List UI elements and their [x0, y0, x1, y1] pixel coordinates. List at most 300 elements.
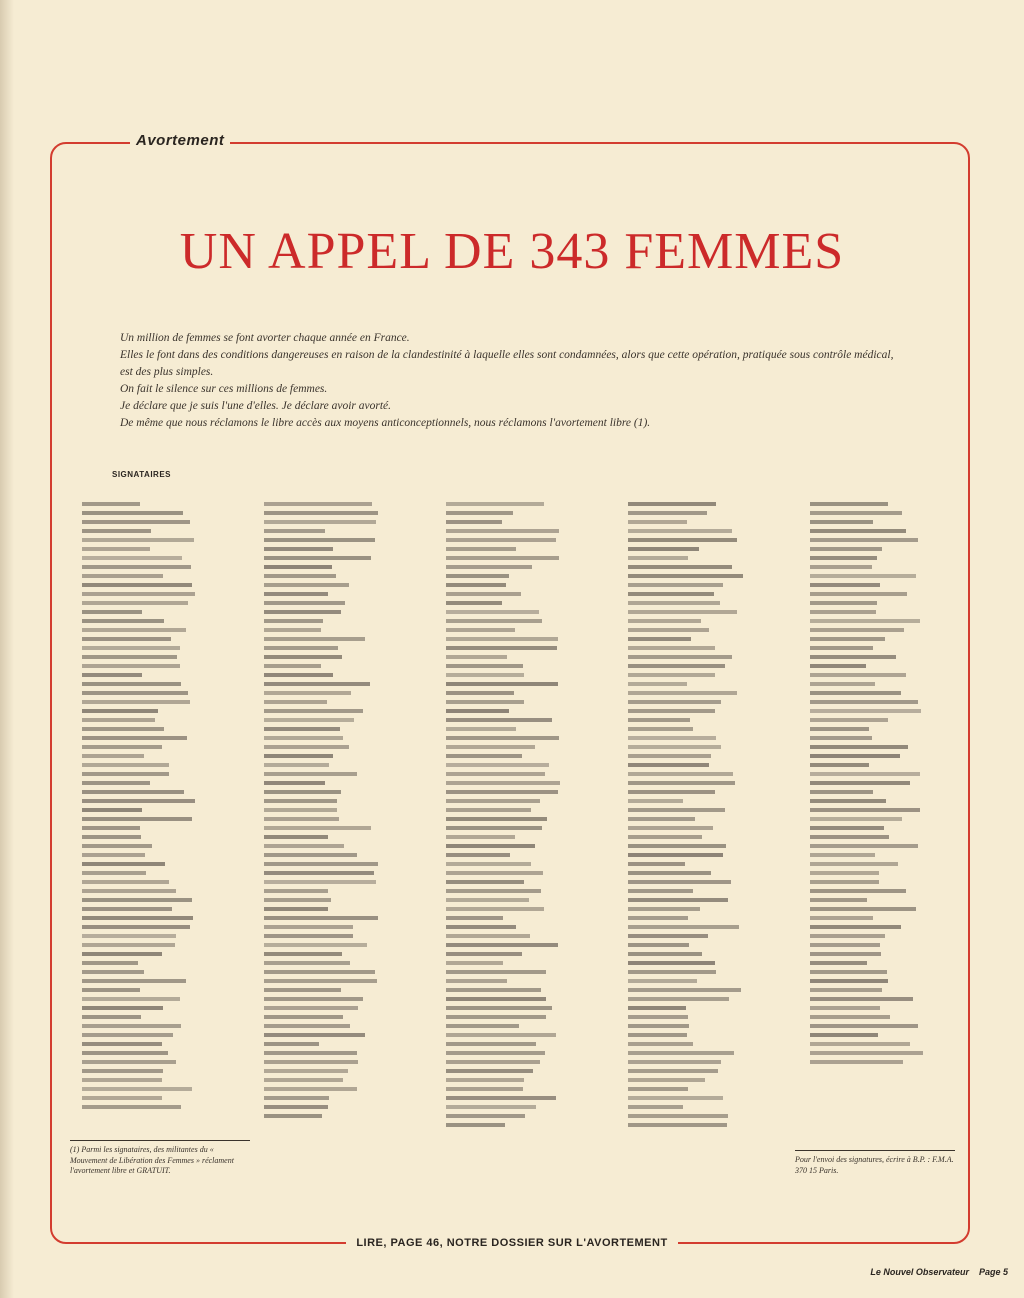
illegible-name	[628, 853, 723, 857]
illegible-name	[810, 736, 872, 740]
signatory-line	[628, 680, 778, 689]
signatory-line	[810, 1013, 950, 1022]
signatory-line	[82, 509, 232, 518]
signatory-line	[264, 968, 414, 977]
illegible-name	[446, 979, 507, 983]
illegible-name	[810, 628, 904, 632]
signatory-line	[264, 824, 414, 833]
signatory-line	[82, 1067, 232, 1076]
illegible-name	[810, 754, 900, 758]
signatory-line	[82, 671, 232, 680]
signatory-line	[264, 860, 414, 869]
signatory-line	[810, 860, 950, 869]
signatory-line	[446, 563, 596, 572]
signatory-line	[82, 572, 232, 581]
illegible-name	[264, 727, 340, 731]
signatory-line	[810, 689, 950, 698]
signatory-line	[628, 806, 778, 815]
illegible-name	[810, 880, 879, 884]
illegible-name	[82, 754, 144, 758]
illegible-name	[264, 529, 325, 533]
illegible-name	[446, 736, 559, 740]
signatory-line	[628, 752, 778, 761]
signatory-line	[628, 851, 778, 860]
illegible-name	[446, 511, 513, 515]
illegible-name	[628, 574, 743, 578]
signatory-line	[264, 563, 414, 572]
signatory-line	[628, 689, 778, 698]
illegible-name	[82, 871, 146, 875]
illegible-name	[810, 817, 902, 821]
illegible-name	[810, 646, 873, 650]
signatory-line	[810, 590, 950, 599]
signatory-line	[82, 518, 232, 527]
illegible-name	[82, 592, 195, 596]
illegible-name	[628, 871, 711, 875]
illegible-name	[264, 664, 321, 668]
signatory-line	[446, 1022, 596, 1031]
signatory-line	[628, 617, 778, 626]
signatory-line	[810, 950, 950, 959]
illegible-name	[810, 619, 920, 623]
signatory-line	[446, 572, 596, 581]
signatory-line	[82, 527, 232, 536]
illegible-name	[446, 754, 522, 758]
illegible-name	[810, 565, 872, 569]
signatory-line	[810, 734, 950, 743]
illegible-name	[82, 1087, 192, 1091]
illegible-name	[264, 979, 377, 983]
signatory-line	[446, 1013, 596, 1022]
illegible-name	[446, 529, 559, 533]
signatory-line	[810, 527, 950, 536]
signatory-line	[628, 1076, 778, 1085]
signatory-line	[446, 1031, 596, 1040]
signatory-line	[446, 653, 596, 662]
illegible-name	[82, 1033, 173, 1037]
signatory-line	[82, 680, 232, 689]
signatory-line	[264, 644, 414, 653]
illegible-name	[264, 934, 353, 938]
signatory-line	[810, 923, 950, 932]
signatory-line	[264, 788, 414, 797]
illegible-name	[82, 1105, 181, 1109]
illegible-name	[82, 709, 158, 713]
illegible-name	[628, 934, 708, 938]
signatory-line	[264, 959, 414, 968]
illegible-name	[264, 709, 363, 713]
signatory-line	[810, 806, 950, 815]
signatory-line	[446, 851, 596, 860]
illegible-name	[82, 799, 195, 803]
illegible-name	[628, 565, 732, 569]
illegible-name	[82, 619, 164, 623]
signatory-line	[628, 1022, 778, 1031]
illegible-name	[82, 934, 176, 938]
illegible-name	[446, 547, 516, 551]
signatory-line	[446, 869, 596, 878]
illegible-name	[264, 592, 328, 596]
illegible-name	[446, 1087, 523, 1091]
signatory-line	[810, 815, 950, 824]
illegible-name	[82, 538, 194, 542]
signatory-line	[446, 734, 596, 743]
signatory-line	[82, 1058, 232, 1067]
signatory-line	[264, 887, 414, 896]
signatory-line	[628, 860, 778, 869]
illegible-name	[264, 691, 351, 695]
illegible-name	[82, 691, 188, 695]
illegible-name	[264, 619, 323, 623]
signatory-line	[446, 527, 596, 536]
illegible-name	[82, 682, 181, 686]
illegible-name	[446, 1114, 525, 1118]
illegible-name	[810, 1006, 880, 1010]
signatory-line	[628, 725, 778, 734]
signatory-line	[446, 878, 596, 887]
signatory-line	[628, 968, 778, 977]
signatory-line	[264, 554, 414, 563]
signatory-line	[446, 698, 596, 707]
signatory-line	[264, 707, 414, 716]
illegible-name	[264, 763, 329, 767]
signatory-line	[264, 1076, 414, 1085]
signatory-line	[446, 761, 596, 770]
illegible-name	[264, 1105, 328, 1109]
signatory-line	[446, 500, 596, 509]
illegible-name	[810, 970, 887, 974]
signatory-line	[446, 590, 596, 599]
illegible-name	[264, 1060, 358, 1064]
illegible-name	[264, 781, 325, 785]
publication-name: Le Nouvel Observateur	[870, 1267, 969, 1277]
running-footer	[870, 1267, 1008, 1277]
signatory-line	[264, 509, 414, 518]
signatory-line	[264, 1085, 414, 1094]
illegible-name	[446, 790, 558, 794]
signatory-line	[82, 698, 232, 707]
illegible-name	[264, 745, 349, 749]
signatory-line	[446, 1112, 596, 1121]
illegible-name	[810, 556, 877, 560]
illegible-name	[264, 952, 342, 956]
illegible-name	[810, 853, 875, 857]
signatory-line	[628, 896, 778, 905]
illegible-name	[82, 565, 191, 569]
illegible-name	[446, 1015, 546, 1019]
illegible-name	[810, 889, 906, 893]
illegible-name	[264, 538, 375, 542]
signatory-line	[446, 932, 596, 941]
signatory-line	[810, 1040, 950, 1049]
illegible-name	[810, 709, 921, 713]
signatory-line	[628, 824, 778, 833]
signatory-line	[628, 545, 778, 554]
signatory-line	[82, 662, 232, 671]
signatory-line	[810, 536, 950, 545]
illegible-name	[264, 871, 374, 875]
signatory-line	[264, 698, 414, 707]
illegible-name	[446, 889, 541, 893]
signatory-line	[82, 815, 232, 824]
signatory-line	[628, 941, 778, 950]
signatory-line	[264, 536, 414, 545]
illegible-name	[264, 817, 339, 821]
illegible-name	[264, 1114, 322, 1118]
signatory-line	[628, 581, 778, 590]
signatory-line	[810, 608, 950, 617]
intro-line: On fait le silence sur ces millions de femmes.	[120, 383, 328, 395]
signatory-line	[264, 851, 414, 860]
signatory-line	[628, 779, 778, 788]
signatory-line	[82, 896, 232, 905]
signatory-line	[446, 554, 596, 563]
signatory-line	[82, 932, 232, 941]
illegible-name	[446, 673, 524, 677]
signatory-line	[810, 716, 950, 725]
illegible-name	[82, 835, 141, 839]
illegible-name	[446, 1006, 552, 1010]
signatory-line	[446, 644, 596, 653]
illegible-name	[810, 799, 886, 803]
illegible-name	[264, 583, 349, 587]
illegible-name	[446, 574, 509, 578]
illegible-name	[446, 619, 542, 623]
illegible-name	[264, 943, 367, 947]
illegible-name	[628, 1051, 734, 1055]
signatory-line	[446, 608, 596, 617]
illegible-name	[264, 1078, 343, 1082]
illegible-name	[264, 844, 344, 848]
signatories-column	[264, 500, 414, 1121]
signatory-line	[446, 806, 596, 815]
signatory-line	[446, 617, 596, 626]
signatory-line	[628, 923, 778, 932]
intro-line: Elles le font dans des conditions dangereuses en raison de la clandestinité à laquelle elles sont condamnées, alors que cette opération, pratiquée sous contrôle médical, est des plus simples.	[120, 349, 894, 378]
signatory-line	[264, 977, 414, 986]
illegible-name	[446, 601, 502, 605]
illegible-name	[810, 700, 918, 704]
signatory-line	[446, 1103, 596, 1112]
illegible-name	[810, 673, 906, 677]
illegible-name	[264, 970, 375, 974]
illegible-name	[628, 601, 720, 605]
signatory-line	[82, 653, 232, 662]
signatory-line	[446, 959, 596, 968]
signatory-line	[82, 941, 232, 950]
illegible-name	[628, 700, 721, 704]
illegible-name	[810, 916, 873, 920]
signatory-line	[810, 680, 950, 689]
illegible-name	[446, 655, 507, 659]
illegible-name	[446, 925, 516, 929]
illegible-name	[628, 610, 737, 614]
signatory-line	[810, 770, 950, 779]
signatory-line	[628, 761, 778, 770]
illegible-name	[446, 718, 552, 722]
illegible-name	[264, 736, 343, 740]
signatory-line	[264, 932, 414, 941]
illegible-name	[82, 979, 186, 983]
signatories-column	[628, 500, 778, 1130]
signatory-line	[264, 590, 414, 599]
illegible-name	[82, 889, 176, 893]
illegible-name	[628, 1033, 687, 1037]
illegible-name	[628, 673, 715, 677]
signatory-line	[82, 950, 232, 959]
signatory-line	[446, 1049, 596, 1058]
illegible-name	[264, 790, 341, 794]
signatory-line	[628, 509, 778, 518]
signatory-line	[264, 905, 414, 914]
signatory-line	[810, 554, 950, 563]
signatory-line	[446, 626, 596, 635]
illegible-name	[810, 826, 884, 830]
illegible-name	[264, 700, 327, 704]
illegible-name	[628, 817, 695, 821]
signatory-line	[82, 644, 232, 653]
illegible-name	[82, 583, 192, 587]
illegible-name	[628, 844, 726, 848]
illegible-name	[264, 1024, 350, 1028]
signatory-line	[82, 842, 232, 851]
illegible-name	[264, 826, 371, 830]
signatory-line	[82, 779, 232, 788]
signatory-line	[628, 995, 778, 1004]
signatory-line	[82, 995, 232, 1004]
illegible-name	[628, 1006, 686, 1010]
illegible-name	[82, 1006, 163, 1010]
signatory-line	[446, 941, 596, 950]
illegible-name	[810, 727, 869, 731]
signatory-line	[810, 878, 950, 887]
signatory-line	[446, 707, 596, 716]
signatory-line	[82, 563, 232, 572]
signatory-line	[82, 887, 232, 896]
signatory-line	[82, 500, 232, 509]
signatory-line	[264, 815, 414, 824]
illegible-name	[446, 916, 503, 920]
illegible-name	[82, 718, 155, 722]
signatory-line	[810, 752, 950, 761]
illegible-name	[628, 862, 685, 866]
signatory-line	[628, 500, 778, 509]
illegible-name	[264, 547, 333, 551]
signatory-line	[810, 1022, 950, 1031]
illegible-name	[446, 709, 509, 713]
illegible-name	[264, 655, 342, 659]
illegible-name	[82, 862, 165, 866]
signatory-line	[264, 914, 414, 923]
signatory-line	[628, 815, 778, 824]
signatory-line	[264, 653, 414, 662]
signatory-line	[628, 1031, 778, 1040]
signatory-line	[264, 752, 414, 761]
illegible-name	[264, 718, 354, 722]
signatory-line	[264, 878, 414, 887]
signatory-line	[810, 914, 950, 923]
signatories-label: SIGNATAIRES	[112, 470, 171, 479]
signatory-line	[446, 1058, 596, 1067]
illegible-name	[82, 988, 140, 992]
signatory-line	[628, 1058, 778, 1067]
illegible-name	[82, 547, 150, 551]
signatory-line	[446, 743, 596, 752]
illegible-name	[446, 952, 522, 956]
illegible-name	[264, 610, 341, 614]
signatory-line	[628, 608, 778, 617]
illegible-name	[628, 655, 732, 659]
illegible-name	[446, 646, 557, 650]
illegible-name	[628, 943, 689, 947]
illegible-name	[264, 556, 371, 560]
illegible-name	[446, 592, 521, 596]
illegible-name	[82, 898, 192, 902]
signatory-line	[264, 635, 414, 644]
signatories-column	[82, 500, 232, 1112]
signatory-line	[82, 1013, 232, 1022]
signatory-line	[82, 707, 232, 716]
illegible-name	[810, 1015, 890, 1019]
illegible-name	[628, 511, 707, 515]
signatory-line	[82, 725, 232, 734]
signatory-line	[446, 689, 596, 698]
signatory-line	[810, 788, 950, 797]
signatory-line	[82, 860, 232, 869]
signatory-line	[446, 581, 596, 590]
signatory-line	[628, 833, 778, 842]
signatory-line	[446, 1004, 596, 1013]
signatory-line	[82, 1076, 232, 1085]
signatory-line	[82, 554, 232, 563]
intro-line: De même que nous réclamons le libre accès aux moyens anticonceptionnels, nous réclamons l'avortement libre (1).	[120, 417, 651, 429]
signatory-line	[264, 500, 414, 509]
signatory-line	[628, 626, 778, 635]
signatory-line	[446, 716, 596, 725]
illegible-name	[82, 700, 190, 704]
signatory-line	[810, 1049, 950, 1058]
illegible-name	[628, 1114, 728, 1118]
illegible-name	[264, 808, 337, 812]
signatory-line	[82, 743, 232, 752]
illegible-name	[82, 1096, 162, 1100]
illegible-name	[628, 952, 702, 956]
illegible-name	[628, 988, 741, 992]
illegible-name	[264, 628, 321, 632]
illegible-name	[264, 799, 337, 803]
illegible-name	[82, 628, 186, 632]
illegible-name	[628, 745, 721, 749]
signatory-line	[82, 770, 232, 779]
illegible-name	[446, 1096, 556, 1100]
signatories-column	[810, 500, 950, 1067]
signatory-line	[264, 725, 414, 734]
illegible-name	[82, 1060, 176, 1064]
signatory-line	[446, 1085, 596, 1094]
signatory-line	[82, 599, 232, 608]
illegible-name	[82, 1078, 162, 1082]
signatory-line	[446, 815, 596, 824]
illegible-name	[82, 817, 192, 821]
intro-line: Je déclare que je suis l'une d'elles. Je déclare avoir avorté.	[120, 400, 392, 412]
signatory-line	[446, 1076, 596, 1085]
signatory-line	[264, 1004, 414, 1013]
signatory-line	[628, 716, 778, 725]
illegible-name	[810, 979, 888, 983]
illegible-name	[446, 520, 502, 524]
illegible-name	[446, 826, 542, 830]
illegible-name	[82, 907, 172, 911]
